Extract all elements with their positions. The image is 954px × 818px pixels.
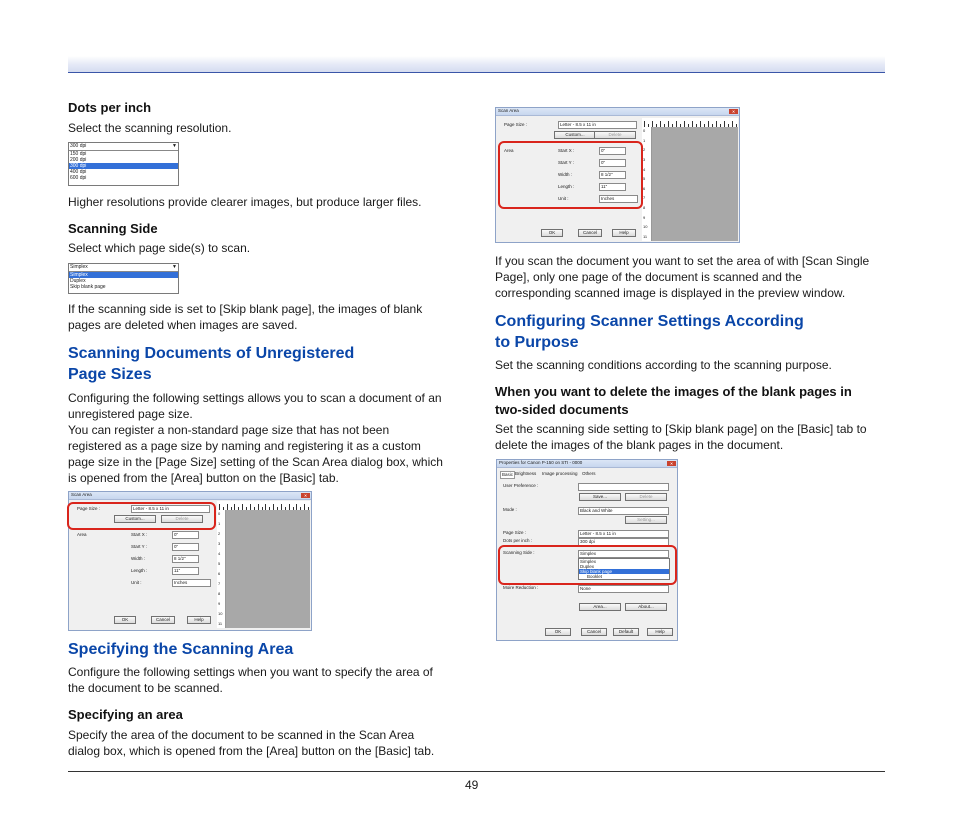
delete-button: Delete [161, 515, 203, 523]
area-line: the document to be scanned. [68, 681, 223, 695]
chevron-down-icon: ▼ [172, 264, 177, 270]
dpi-option: 200 dpi [70, 157, 87, 163]
unreg-line: is opened from the [Area] button on the [Basic] tab. [68, 471, 339, 485]
user-pref-label: User Preference : [503, 483, 539, 488]
side-note-1: If the scanning side is set to [Skip blank page], the images of blank [68, 302, 423, 316]
ruler-label: 6 [218, 571, 221, 576]
preview-area [652, 127, 738, 241]
cancel-button: Cancel [151, 616, 175, 624]
side-option: Duplex [580, 564, 595, 569]
page-size-field: Letter - 8.5 x 11 in [578, 530, 669, 538]
cancel-button: Cancel [578, 229, 602, 237]
purpose-text: Set the scanning conditions according to the scanning purpose. [495, 358, 832, 372]
highlight-box [498, 545, 677, 585]
area-label: Area [504, 148, 514, 153]
unreg-line: page size in the [Page Size] setting of the Scan Area dialog box, which [68, 455, 443, 469]
area-title: Specifying the Scanning Area [68, 641, 294, 658]
side-option: Simplex [69, 272, 178, 278]
tab-brightness: Brightness [515, 471, 537, 476]
close-icon: ✕ [301, 493, 310, 498]
unreg-line: registered as a page size by naming and registering it as a custom [68, 439, 421, 453]
page-size-field: Letter - 8.5 x 11 in [131, 505, 210, 513]
dpi-option: 300 dpi [69, 163, 178, 169]
purpose-title-1: Configuring Scanner Settings According [495, 313, 804, 330]
ok-button: OK [541, 229, 563, 237]
dpi-option: 150 dpi [70, 151, 87, 157]
side-text: Select which page side(s) to scan. [68, 241, 251, 255]
dpi-option: 400 dpi [70, 169, 87, 175]
start-y-label: Start Y : [131, 544, 148, 549]
ruler-label: 0 [218, 511, 221, 516]
unit-label: Unit : [558, 196, 569, 201]
delete-button: Delete [625, 493, 667, 501]
dpi-label: Dots per inch : [503, 538, 533, 543]
start-y-label: Start Y : [558, 160, 575, 165]
ruler-label: 5 [218, 561, 221, 566]
ruler-left [642, 127, 652, 241]
side-note-2: pages are deleted when images are saved. [68, 318, 298, 332]
width-field: 8 1/2" [172, 555, 199, 563]
page-size-label: Page Size : [503, 530, 527, 535]
chevron-down-icon: ▼ [172, 143, 177, 149]
length-label: Length : [558, 184, 575, 189]
unreg-line: You can register a non-standard page size that has not been [68, 423, 390, 437]
side-option: Booklet [587, 574, 603, 579]
side-option: Duplex [70, 278, 86, 284]
cancel-button: Cancel [581, 628, 607, 636]
start-y-field: 0" [172, 543, 199, 551]
dpi-note: Higher resolutions provide clearer images, but produce larger files. [68, 195, 422, 209]
ruler-label: 10 [218, 611, 223, 616]
start-x-label: Start X : [131, 532, 148, 537]
ruler-label: 8 [643, 205, 646, 211]
width-field: 8 1/2" [599, 171, 626, 179]
unit-field: Inches [172, 579, 211, 587]
dpi-field: 300 dpi [578, 538, 669, 546]
single-line: corresponding scanned image is displayed in the preview window. [495, 286, 846, 300]
close-icon: ✕ [667, 461, 676, 466]
spec-line: dialog box, which is opened from the [Area] button on the [Basic] tab. [68, 744, 435, 758]
ruler-label: 2 [643, 147, 646, 153]
width-label: Width : [558, 172, 573, 177]
dialog-title: Properties for Canon P-150 on STI - 0000 [499, 460, 583, 465]
side-label: Scanning Side : [503, 550, 535, 555]
delete-button: Delete [594, 131, 636, 139]
dpi-dropdown-selected: 300 dpi [70, 143, 87, 149]
help-button: Help [187, 616, 211, 624]
moire-field: None [578, 585, 669, 593]
area-line: Configure the following settings when you want to specify the area of [68, 665, 433, 679]
side-option: Simplex [580, 559, 597, 564]
setting-button: Setting... [625, 516, 667, 524]
blank-line: Set the scanning side setting to [Skip blank page] on the [Basic] tab to [495, 422, 867, 436]
ok-button: OK [545, 628, 571, 636]
ruler-label: 4 [218, 551, 221, 556]
header-bar [68, 56, 885, 73]
ruler-label: 7 [643, 195, 646, 201]
side-option: Skip blank page [70, 284, 106, 290]
ruler-label: 2 [218, 531, 221, 536]
preview-area [226, 510, 310, 628]
ruler-label: 0 [643, 128, 646, 133]
start-x-label: Start X : [558, 148, 575, 153]
tab-others: Others [582, 471, 596, 476]
ruler-label: 9 [218, 601, 221, 606]
ruler-label: 11 [643, 234, 648, 239]
ruler-label: 6 [643, 185, 646, 191]
highlight-box [67, 502, 216, 530]
ruler-label: 3 [643, 156, 646, 162]
help-button: Help [647, 628, 673, 636]
single-line: If you scan the document you want to set the area of with [Scan Single [495, 254, 870, 268]
width-label: Width : [131, 556, 146, 561]
side-heading: Scanning Side [68, 221, 158, 236]
blank-heading-1: When you want to delete the images of the blank pages in [495, 384, 852, 399]
side-field: Simplex [578, 550, 669, 558]
save-button: Save... [579, 493, 621, 501]
unit-label: Unit : [131, 580, 142, 585]
ruler-label: 10 [643, 224, 648, 230]
moire-label: Moire Reduction : [503, 585, 539, 590]
mode-label: Mode : [503, 507, 517, 512]
single-line: Page], only one page of the document is scanned and the [495, 270, 802, 284]
unreg-title-2: Page Sizes [68, 366, 152, 383]
dpi-text: Select the scanning resolution. [68, 121, 232, 135]
start-x-field: 0" [599, 147, 626, 155]
ruler-label: 1 [643, 137, 646, 143]
ruler-label: 11 [218, 621, 223, 626]
start-x-field: 0" [172, 531, 199, 539]
mode-field: Black and White [578, 507, 669, 515]
length-field: 11" [599, 183, 626, 191]
unreg-line: Configuring the following settings allows you to scan a document of an [68, 391, 442, 405]
ruler-label: 3 [218, 541, 221, 546]
tab-image-processing: Image processing [542, 471, 578, 476]
highlight-box [498, 137, 646, 211]
ruler-label: 7 [218, 581, 221, 586]
length-label: Length : [131, 568, 148, 573]
dialog-title: Scan Area [498, 108, 519, 113]
ruler-label: 9 [643, 214, 646, 220]
start-y-field: 0" [599, 159, 626, 167]
ruler-label: 5 [643, 176, 646, 182]
area-label: Area [77, 532, 87, 537]
ruler-label: 8 [218, 591, 221, 596]
side-option: Skip blank page [579, 569, 669, 574]
length-field: 11" [172, 567, 199, 575]
about-button: About... [625, 603, 667, 611]
page-size-label: Page Size : [504, 122, 528, 127]
blank-line: delete the images of the blank pages in the document. [495, 438, 784, 452]
footer-rule [68, 771, 885, 772]
page-size-label: Page Size : [77, 506, 101, 511]
ruler-left [217, 510, 226, 628]
area-button: Area... [579, 603, 621, 611]
close-icon: ✕ [729, 109, 738, 114]
page-size-field: Letter - 8.5 x 11 in [558, 121, 637, 129]
custom-button: Custom... [554, 131, 596, 139]
dpi-option: 600 dpi [70, 175, 87, 181]
custom-button: Custom... [114, 515, 156, 523]
help-button: Help [612, 229, 636, 237]
spec-heading: Specifying an area [68, 707, 183, 722]
ruler-label: 1 [218, 521, 221, 526]
page-number: 49 [465, 778, 479, 792]
ruler-label: 4 [643, 166, 646, 172]
side-dropdown-selected: Simplex [70, 264, 88, 270]
blank-heading-2: two-sided documents [495, 402, 629, 417]
purpose-title-2: to Purpose [495, 334, 579, 351]
user-pref-field [578, 483, 669, 491]
tab-basic: Basic [502, 472, 514, 477]
spec-line: Specify the area of the document to be scanned in the Scan Area [68, 728, 415, 742]
ok-button: OK [114, 616, 136, 624]
dialog-title: Scan Area [71, 492, 92, 497]
dpi-dropdown-image [68, 142, 179, 186]
unit-field: Inches [599, 195, 638, 203]
unreg-title-1: Scanning Documents of Unregistered [68, 345, 355, 362]
dpi-heading: Dots per inch [68, 100, 152, 115]
default-button: Default [613, 628, 639, 636]
unreg-line: unregistered page size. [68, 407, 193, 421]
side-dropdown-image [68, 263, 179, 294]
